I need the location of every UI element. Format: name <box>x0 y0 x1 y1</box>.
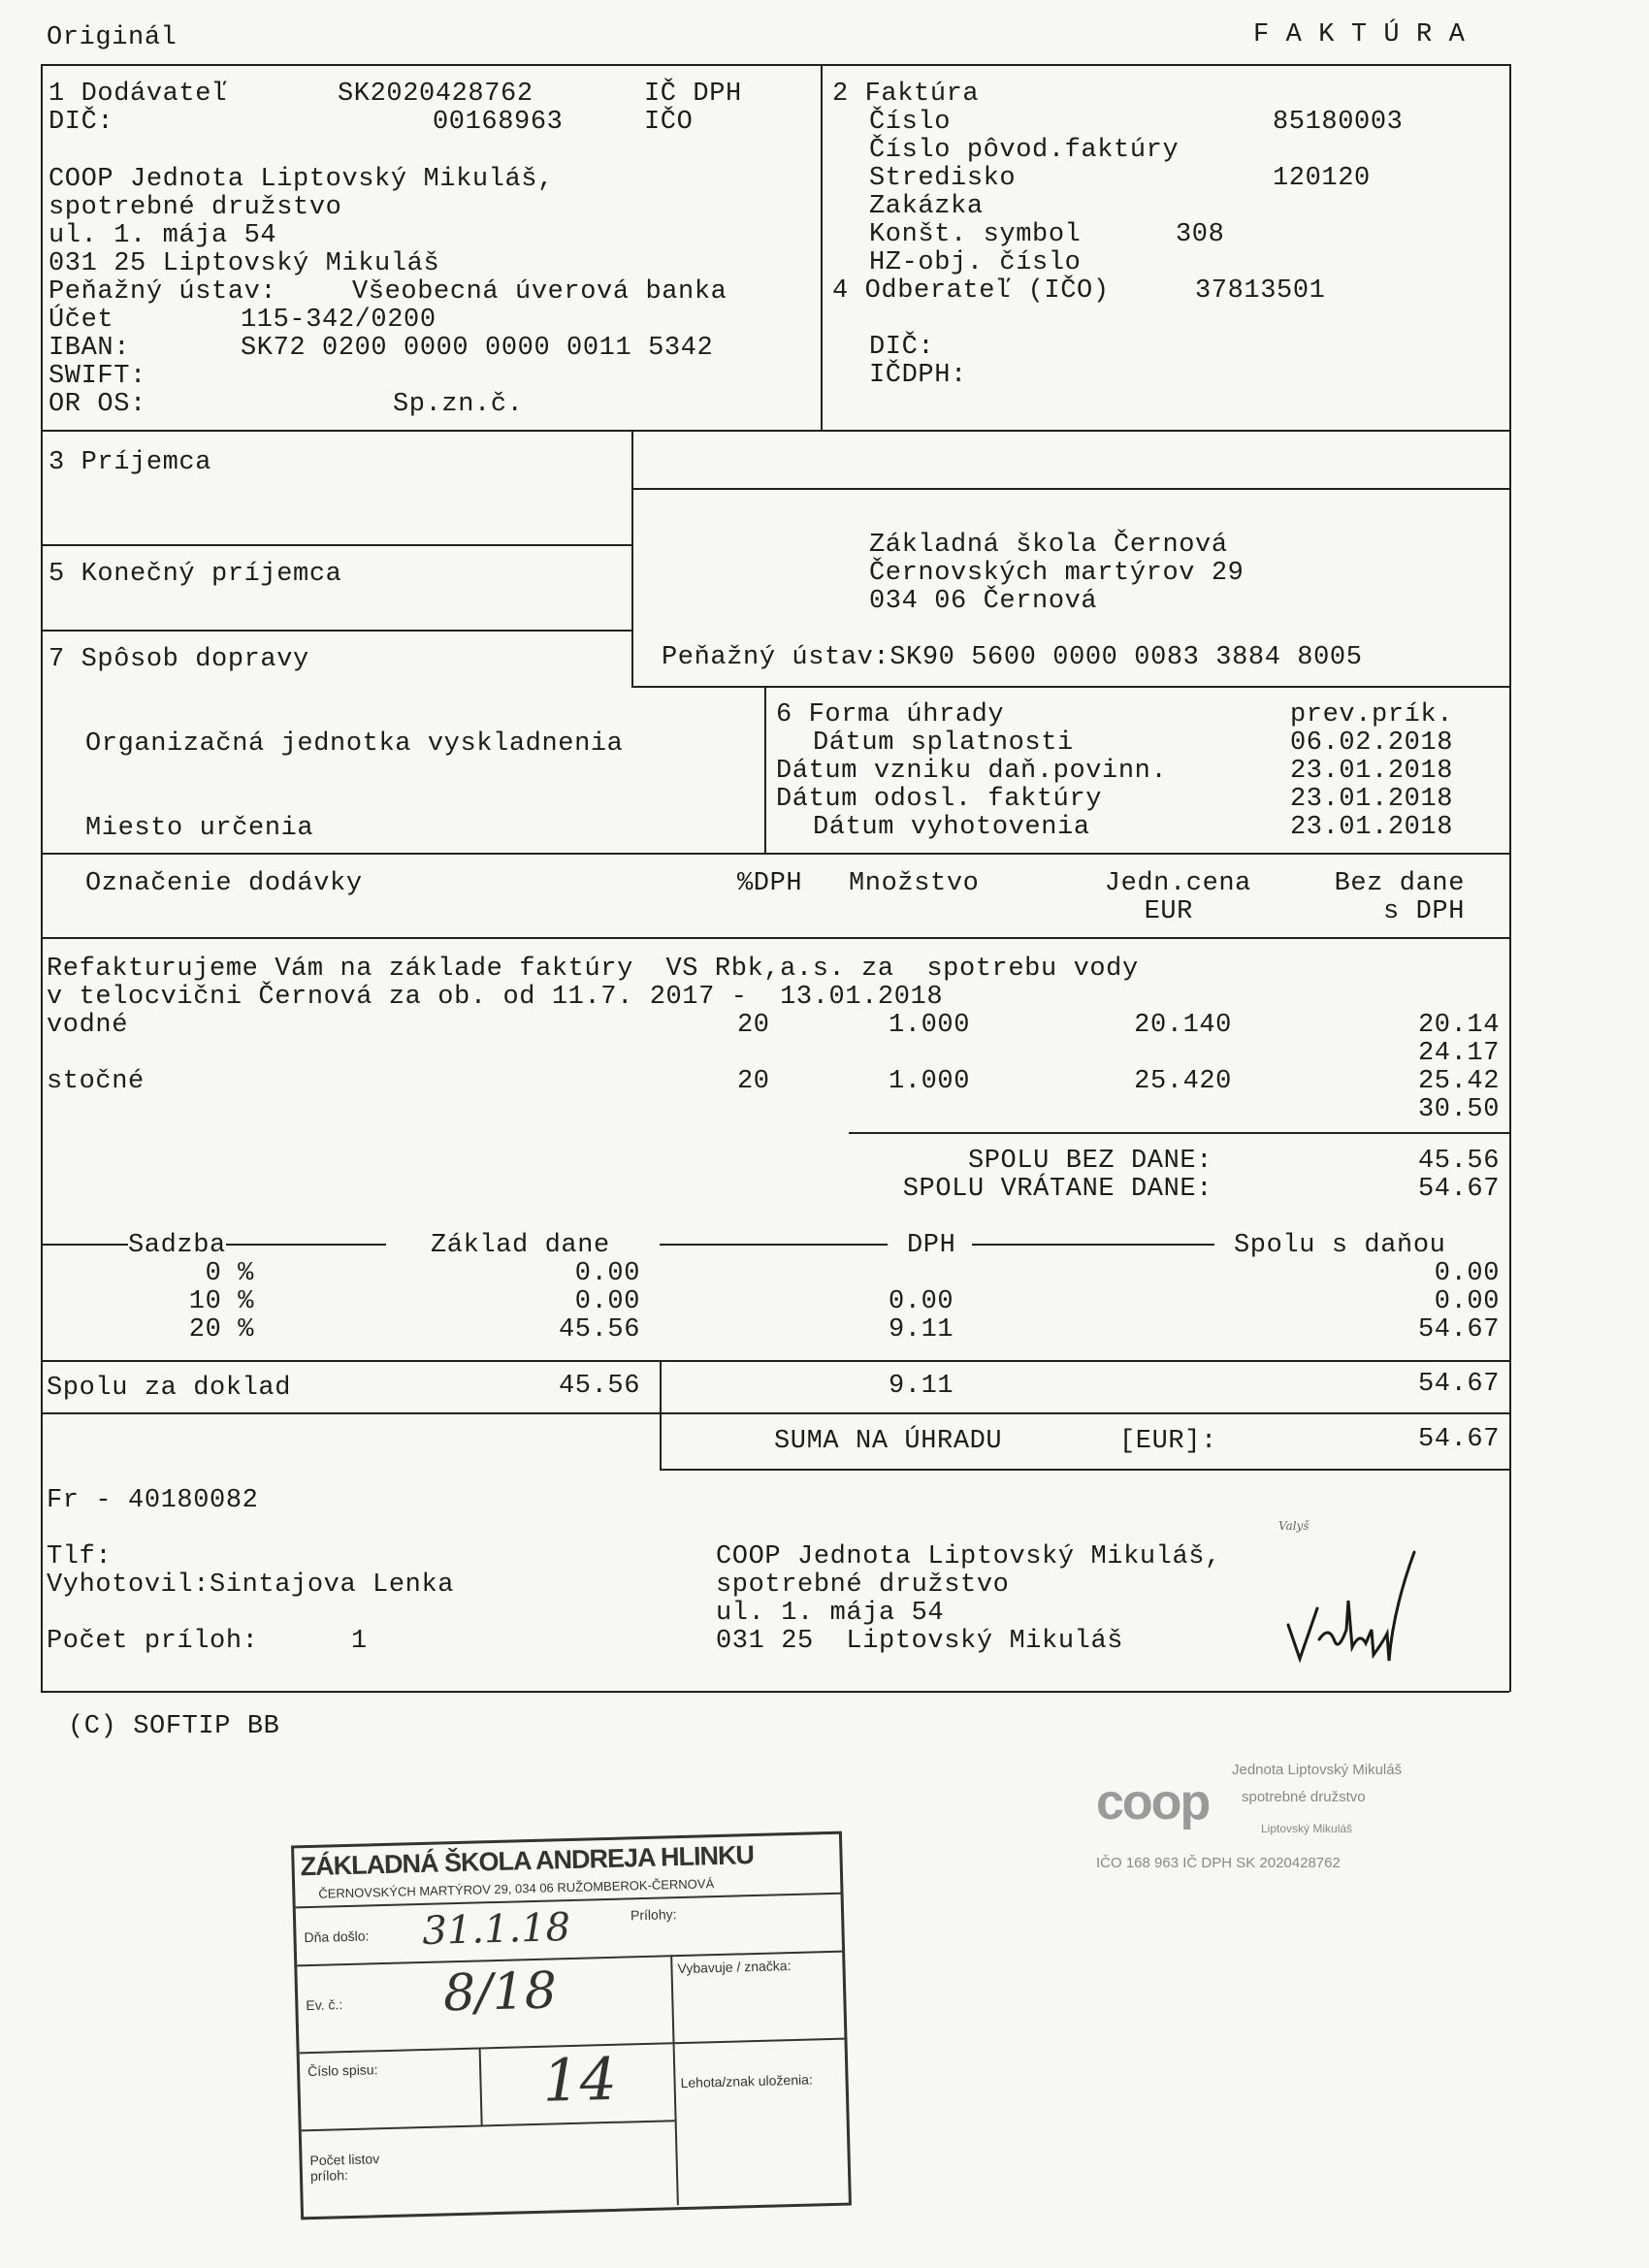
vat-header-base: Základ dane <box>431 1231 610 1260</box>
vat-header-total: Spolu s daňou <box>1234 1231 1446 1260</box>
stamp-attachments-label: Prílohy: <box>630 1906 677 1924</box>
vat-row-rate: 10 % <box>188 1287 254 1316</box>
supplier-bank-label: Peňažný ústav: <box>48 277 277 307</box>
supplier-ico-label: IČO <box>644 108 694 137</box>
divider-final-recipient <box>41 630 631 632</box>
items-header-qty: Množstvo <box>849 869 980 898</box>
stamp-count-label: Počet listov príloh: <box>309 2151 380 2185</box>
vat-row-total: 54.67 <box>1417 1315 1500 1345</box>
invoice-hz-label: HZ-obj. číslo <box>869 248 1082 277</box>
footer-company-3: ul. 1. mája 54 <box>716 1599 945 1628</box>
item-qty: 1.000 <box>889 1011 971 1040</box>
divider-items-header-top <box>41 853 1509 855</box>
divider-document-sum <box>41 1412 1509 1414</box>
divider-totals <box>849 1132 1509 1134</box>
supplier-iban: SK72 0200 0000 0000 0011 5342 <box>241 334 714 363</box>
item-price: 20.140 <box>1134 1011 1232 1040</box>
divider-recipient <box>41 544 631 546</box>
vat-row-vat: 0.00 <box>889 1287 954 1316</box>
customer-ico: 37813501 <box>1195 276 1326 306</box>
vat-row-base: 45.56 <box>558 1315 640 1345</box>
stamp-line <box>302 2120 675 2131</box>
issued-date-label: Dátum vyhotovenia <box>813 813 1090 842</box>
due-amount-value: 54.67 <box>1417 1425 1500 1454</box>
stamp-line <box>670 1955 679 2205</box>
footer-company-4: 031 25 Liptovský Mikuláš <box>716 1627 1124 1656</box>
divider-sum-left <box>660 1360 662 1471</box>
supplier-street: ul. 1. mája 54 <box>48 221 277 250</box>
customer-label: 4 Odberateľ (IČO) <box>832 276 1110 306</box>
coop-line-2: spotrebné družstvo <box>1242 1789 1366 1805</box>
signature-text: Valyš <box>1278 1519 1310 1533</box>
due-amount-currency: [EUR]: <box>1119 1427 1217 1456</box>
items-description-1: Refakturujeme Vám na základe faktúry VS Rbk,a.s. za spotrebu vody <box>47 955 1139 984</box>
vat-row-rate: 0 % <box>205 1259 254 1288</box>
invoice-label: 2 Faktúra <box>832 80 980 109</box>
frame-bottom <box>41 1691 1509 1693</box>
coop-logo: coop <box>1096 1774 1210 1831</box>
recipient-label: 3 Príjemca <box>48 448 212 477</box>
divider-customer-bank <box>631 686 1509 688</box>
supplier-name-1: COOP Jednota Liptovský Mikuláš, <box>48 165 554 194</box>
coop-line-4: IČO 168 963 IČ DPH SK 2020428762 <box>1096 1855 1341 1871</box>
item-vat: 20 <box>737 1011 770 1040</box>
payment-form: prev.prík. <box>1290 700 1454 729</box>
item-net: 25.42 <box>1417 1067 1500 1096</box>
stamp-reg-label: Ev. č.: <box>306 1996 343 2014</box>
vat-row-base: 0.00 <box>574 1259 640 1288</box>
supplier-label: 1 Dodávateľ <box>48 80 228 109</box>
due-amount-label: SUMA NA ÚHRADU <box>774 1427 1003 1456</box>
divider-row1 <box>41 430 1509 432</box>
divider-payment <box>764 686 766 853</box>
vat-header-line-3 <box>972 1244 1214 1246</box>
due-date-label: Dátum splatnosti <box>813 729 1074 758</box>
stamp-handling-label: Vybavuje / značka: <box>677 1958 792 1977</box>
vat-header-line-2 <box>660 1244 888 1246</box>
frame-top <box>41 64 1509 66</box>
invoice-konst: 308 <box>1176 220 1225 249</box>
supplier-iban-label: IBAN: <box>48 334 131 363</box>
stamp-received-label: Dňa došlo: <box>304 1928 370 1946</box>
stamp-file: 14 <box>541 2045 618 2116</box>
customer-dic-label: DIČ: <box>869 333 935 362</box>
stamp-storage-label: Lehota/znak uloženia: <box>680 2071 813 2091</box>
vat-row-vat: 9.11 <box>889 1315 954 1345</box>
destination-label: Miesto určenia <box>85 814 314 843</box>
transport-label: 7 Spôsob dopravy <box>48 645 309 674</box>
divider-supplier-invoice <box>821 64 823 431</box>
items-header-unit-price: Jedn.cena <box>1104 869 1251 898</box>
vat-header-rate: Sadzba <box>128 1231 226 1260</box>
item-qty: 1.000 <box>889 1067 971 1096</box>
school-stamp-title: ZÁKLADNÁ ŠKOLA ANDREJA HLINKU <box>300 1840 755 1882</box>
supplier-city: 031 25 Liptovský Mikuláš <box>48 249 440 278</box>
item-name: vodné <box>47 1011 129 1040</box>
signature-graphic <box>1278 1533 1434 1678</box>
document-sum-vat: 9.11 <box>889 1372 954 1401</box>
invoice-konst-label: Konšt. symbol <box>869 220 1082 249</box>
items-header-vat: %DPH <box>737 869 803 898</box>
supplier-bank: Všeobecná úverová banka <box>352 277 728 307</box>
supplier-or-label: OR OS: <box>48 390 146 419</box>
items-header-unit-currency: EUR <box>1144 897 1193 926</box>
invoice-order-label: Zakázka <box>869 192 984 221</box>
customer-bank: Peňažný ústav:SK90 5600 0000 0083 3884 8005 <box>662 643 1363 672</box>
divider-vat-table <box>41 1360 1509 1362</box>
footer-attachments: 1 <box>351 1627 368 1656</box>
school-stamp-subtitle: ČERNOVSKÝCH MARTÝROV 29, 034 06 RUŽOMBEROK-ČERNOVÁ <box>318 1876 715 1901</box>
items-header-net-2: s DPH <box>1382 897 1465 926</box>
document-sum-label: Spolu za doklad <box>47 1374 292 1403</box>
footer-company-2: spotrebné družstvo <box>716 1571 1010 1600</box>
vat-row-total: 0.00 <box>1434 1259 1500 1288</box>
invoice-center-label: Stredisko <box>869 164 1017 193</box>
supplier-ico: 00168963 <box>433 108 564 137</box>
footer-issued-by: Vyhotovil:Sintajova Lenka <box>47 1571 455 1600</box>
item-name: stočné <box>47 1067 145 1096</box>
document-title: F A K T Ú R A <box>1253 20 1466 49</box>
supplier-account: 115-342/0200 <box>241 306 436 335</box>
supplier-ic-dph-label: IČ DPH <box>644 80 742 109</box>
signature <box>1278 1519 1434 1678</box>
vat-row-base: 0.00 <box>574 1287 640 1316</box>
footer-fr: Fr - 40180082 <box>47 1486 259 1515</box>
invoice-number-label: Číslo <box>869 108 952 137</box>
document-sum-total: 54.67 <box>1417 1370 1500 1399</box>
stamp-reg: 8/18 <box>442 1961 558 2024</box>
footer-company-1: COOP Jednota Liptovský Mikuláš, <box>716 1542 1221 1571</box>
vat-header-vat: DPH <box>907 1231 956 1260</box>
original-label: Originál <box>47 23 178 52</box>
customer-name: Základná škola Černová <box>869 531 1228 560</box>
stamp-line <box>479 2047 483 2124</box>
supplier-spzn: Sp.zn.č. <box>393 390 524 419</box>
vat-row-rate: 20 % <box>188 1315 254 1345</box>
supplier-name-2: spotrebné družstvo <box>48 193 342 222</box>
issued-date: 23.01.2018 <box>1290 813 1454 842</box>
payment-form-label: 6 Forma úhrady <box>776 700 1005 729</box>
item-net: 20.14 <box>1417 1011 1500 1040</box>
footer-tlf-label: Tlf: <box>47 1542 113 1571</box>
stamp-file-label: Číslo spisu: <box>307 2061 378 2080</box>
frame-right <box>1509 64 1511 1692</box>
tax-date: 23.01.2018 <box>1290 757 1454 786</box>
total-without: 45.56 <box>1417 1147 1500 1176</box>
items-description-2: v telocvični Černová za ob. od 11.7. 2017 - 13.01.2018 <box>47 983 944 1012</box>
stamp-received: 31.1.18 <box>421 1904 571 1954</box>
document-sum-base: 45.56 <box>558 1372 640 1401</box>
org-unit-label: Organizačná jednotka vyskladnenia <box>85 729 624 759</box>
supplier-ic-dph: SK2020428762 <box>338 80 534 109</box>
supplier-account-label: Účet <box>48 306 114 335</box>
item-vat: 20 <box>737 1067 770 1096</box>
coop-line-3: Liptovský Mikuláš <box>1261 1822 1353 1835</box>
sent-date-label: Dátum odosl. faktúry <box>776 785 1103 814</box>
customer-city: 034 06 Černová <box>869 587 1098 616</box>
divider-customer-top <box>631 488 1509 490</box>
vat-row-total: 0.00 <box>1434 1287 1500 1316</box>
total-with-label: SPOLU VRÁTANE DANE: <box>902 1175 1212 1204</box>
divider-items-header-bottom <box>41 937 1509 939</box>
item-gross: 30.50 <box>1417 1095 1500 1124</box>
invoice-center: 120120 <box>1273 164 1371 193</box>
copyright: (C) SOFTIP BB <box>68 1712 280 1741</box>
customer-icdph-label: IČDPH: <box>869 361 967 390</box>
footer-attachments-label: Počet príloh: <box>47 1627 259 1656</box>
item-price: 25.420 <box>1134 1067 1232 1096</box>
tax-date-label: Dátum vzniku daň.povinn. <box>776 757 1168 786</box>
coop-line-1: Jednota Liptovský Mikuláš <box>1232 1762 1403 1778</box>
supplier-swift-label: SWIFT: <box>48 362 146 391</box>
invoice-original-label: Číslo pôvod.faktúry <box>869 136 1180 165</box>
total-without-label: SPOLU BEZ DANE: <box>967 1147 1212 1176</box>
frame-left <box>41 64 43 1692</box>
divider-recipient-customer <box>631 430 633 686</box>
items-header-net: Bez dane <box>1334 869 1465 898</box>
customer-street: Černovských martýrov 29 <box>869 559 1245 588</box>
final-recipient-label: 5 Konečný príjemca <box>48 560 342 589</box>
invoice-number: 85180003 <box>1273 108 1404 137</box>
sent-date: 23.01.2018 <box>1290 785 1454 814</box>
items-header-desc: Označenie dodávky <box>85 869 363 898</box>
coop-stamp <box>1096 1754 1455 1890</box>
divider-due-amount <box>660 1469 1509 1471</box>
total-with: 54.67 <box>1417 1175 1500 1204</box>
school-stamp <box>291 1831 852 2220</box>
due-date: 06.02.2018 <box>1290 729 1454 758</box>
item-gross: 24.17 <box>1417 1039 1500 1068</box>
supplier-dic-label: DIČ: <box>48 108 114 137</box>
